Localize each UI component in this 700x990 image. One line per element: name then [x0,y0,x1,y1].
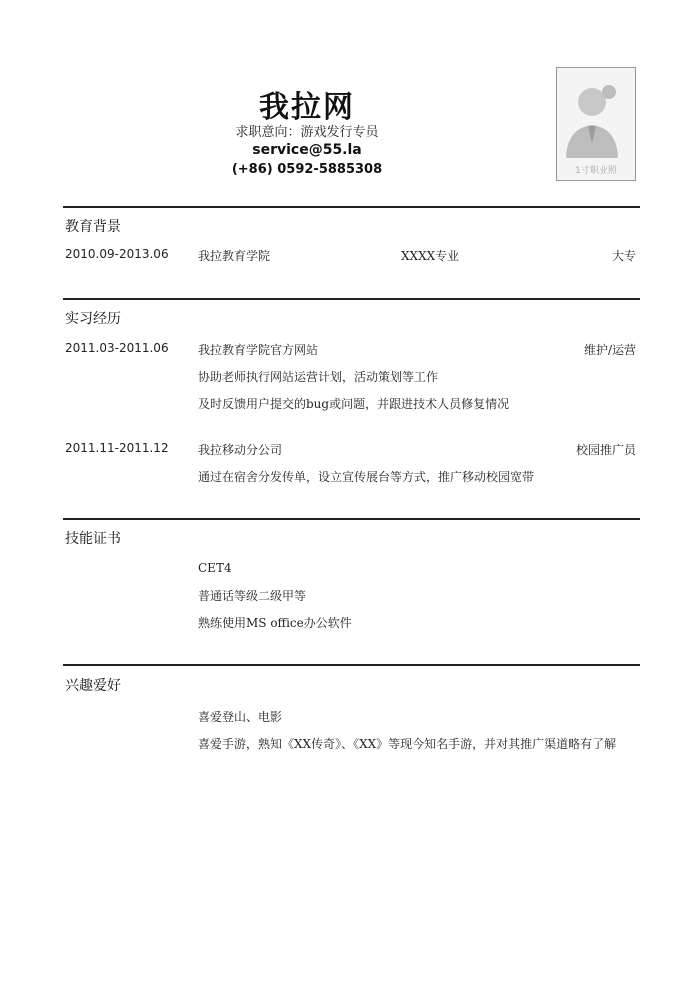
hobby-item: 喜爱登山、电影 [198,710,283,724]
section-divider [63,518,640,520]
education-title: 教育背景 [65,219,121,235]
hobby-item: 喜爱手游，熟知《XX传奇》、《XX》等现今知名手游，并对其推广渠道略有了解 [198,737,617,751]
internship-org: 我拉教育学院官方网站 [198,343,319,357]
job-intent: 求职意向：游戏发行专员 [235,125,379,140]
photo-placeholder [556,67,636,181]
photo-label: 1寸职业照 [575,166,617,176]
internship-title: 实习经历 [65,311,121,327]
candidate-name: 我拉网 [259,90,355,125]
email-text: service@55.la [252,142,362,158]
section-divider [63,206,640,208]
internship-role: 维护/运营 [583,343,636,357]
internship-detail: 通过在宿舍分发传单，设立宣传展台等方式，推广移动校园宽带 [198,470,535,484]
internship-detail: 协助老师执行网站运营计划，活动策划等工作 [198,370,439,384]
skills-title: 技能证书 [65,531,121,547]
hobbies-title: 兴趣爱好 [65,678,121,694]
skill-item: 熟练使用MS office办公软件 [198,616,352,630]
section-divider [63,298,640,300]
education-school: 我拉教育学院 [198,249,271,263]
internship-period: 2011.11-2011.12 [65,441,169,455]
skill-item: 普通话等级二级甲等 [198,589,307,603]
internship-org: 我拉移动分公司 [198,443,283,457]
section-divider [63,664,640,666]
education-major: XXXX专业 [401,249,460,263]
internship-period: 2011.03-2011.06 [65,341,169,355]
phone-text: (+86) 0592-5885308 [231,162,383,177]
internship-role: 校园推广员 [575,443,636,457]
education-degree: 大专 [611,249,636,263]
internship-detail: 及时反馈用户提交的bug或问题，并跟进技术人员修复情况 [198,397,510,411]
education-period: 2010.09-2013.06 [65,247,169,261]
skill-item: CET4 [198,561,232,575]
